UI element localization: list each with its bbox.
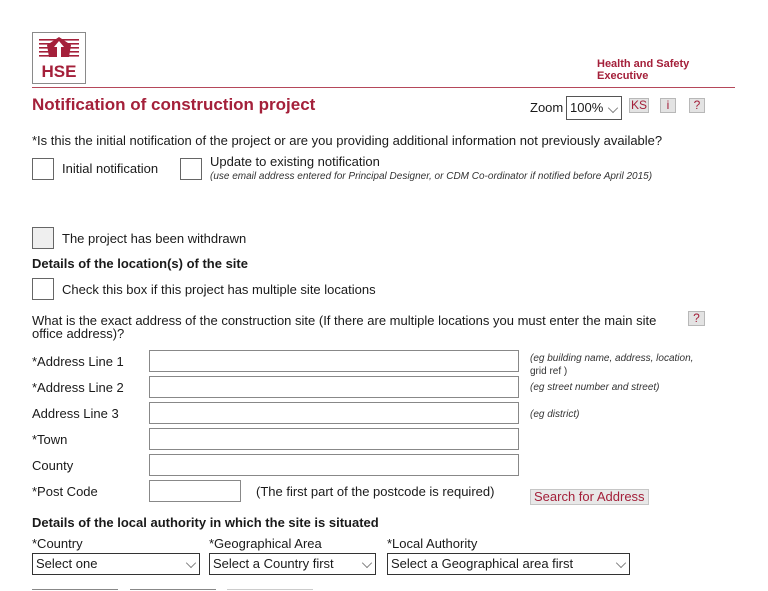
update-notification-label: Update to existing notification: [210, 154, 380, 169]
county-input[interactable]: [149, 454, 519, 476]
address-line3-input[interactable]: [149, 402, 519, 424]
location-section-title: Details of the location(s) of the site: [32, 256, 248, 271]
address-line3-hint: (eg district): [530, 409, 580, 420]
country-value: Select one: [36, 556, 98, 571]
area-label: *Geographical Area: [209, 536, 322, 551]
update-notification-note: (use email address entered for Principal Designer, or CDM Co-ordinator if notified before April 2015): [210, 171, 653, 182]
multiple-locations-label: Check this box if this project has multiple site locations: [62, 282, 376, 297]
header-divider: [32, 87, 735, 88]
country-select[interactable]: [32, 553, 200, 575]
town-input[interactable]: [149, 428, 519, 450]
help-button[interactable]: ?: [689, 98, 705, 113]
org-name-line1: Health and Safety: [597, 58, 690, 70]
address-line1-label: *Address Line 1: [32, 354, 124, 369]
local-authority-value: Select a Geographical area first: [391, 556, 574, 571]
info-button[interactable]: i: [660, 98, 676, 113]
notification-question: *Is this the initial notification of the project or are you providing additional information not previously available?: [32, 133, 663, 148]
chevron-down-icon: [362, 558, 372, 568]
address-line1-hint-2: grid ref ): [530, 366, 568, 377]
withdrawn-label: The project has been withdrawn: [62, 231, 247, 246]
withdrawn-checkbox[interactable]: [32, 227, 54, 249]
county-label: County: [32, 458, 74, 473]
page-title: Notification of construction project: [32, 95, 316, 114]
ks-button[interactable]: KS: [630, 98, 647, 112]
postcode-input[interactable]: [149, 480, 241, 502]
address-line2-label: *Address Line 2: [32, 380, 124, 395]
address-question-line1: What is the exact address of the construction site (If there are multiple locations you must enter the main site: [32, 313, 657, 328]
local-authority-select[interactable]: [387, 553, 630, 575]
initial-notification-checkbox[interactable]: [32, 158, 54, 180]
area-value: Select a Country first: [213, 556, 334, 571]
chevron-down-icon: [616, 558, 626, 568]
update-notification-checkbox[interactable]: [180, 158, 202, 180]
town-label: *Town: [32, 432, 68, 447]
chevron-down-icon: [608, 103, 618, 113]
bottom-button-2[interactable]: [130, 589, 216, 590]
svg-text:HSE: HSE: [41, 62, 77, 81]
authority-section-title: Details of the local authority in which the site is situated: [32, 515, 379, 530]
chevron-down-icon: [186, 558, 196, 568]
org-name: [597, 58, 689, 82]
address-line1-input[interactable]: [149, 350, 519, 372]
postcode-label: *Post Code: [32, 484, 98, 499]
area-select[interactable]: [209, 553, 376, 575]
hse-logo: [32, 32, 86, 84]
country-label: *Country: [32, 536, 83, 551]
address-question-line2: office address)?: [32, 326, 125, 341]
address-line3-label: Address Line 3: [32, 406, 119, 421]
zoom-select[interactable]: [566, 96, 622, 120]
hse-logo-icon: [33, 33, 85, 83]
local-authority-label: *Local Authority: [387, 536, 478, 551]
initial-notification-label: Initial notification: [62, 161, 159, 176]
zoom-label: Zoom: [530, 100, 564, 115]
address-line2-hint: (eg street number and street): [530, 382, 660, 393]
zoom-value: 100%: [570, 100, 604, 115]
multiple-locations-checkbox[interactable]: [32, 278, 54, 300]
address-help-button[interactable]: ?: [688, 311, 705, 326]
org-name-line2: Executive: [597, 70, 649, 82]
postcode-hint: (The first part of the postcode is required): [256, 484, 495, 499]
bottom-button-1[interactable]: [32, 589, 118, 590]
address-line1-hint: (eg building name, address, location,: [530, 353, 694, 364]
search-address-button[interactable]: Search for Address: [530, 489, 649, 505]
bottom-button-3[interactable]: [227, 589, 313, 590]
address-line2-input[interactable]: [149, 376, 519, 398]
